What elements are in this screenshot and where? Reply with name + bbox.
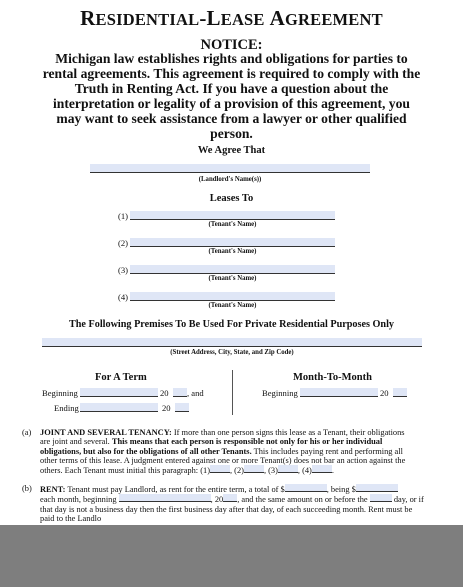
address-field[interactable] bbox=[42, 338, 422, 346]
term-divider bbox=[232, 370, 233, 415]
term-ending-year-line bbox=[175, 411, 189, 412]
month-beginning-year-field[interactable] bbox=[393, 388, 407, 396]
month-to-month-heading: Month-To-Month bbox=[293, 372, 372, 383]
initial-field-3[interactable] bbox=[278, 465, 298, 473]
term-ending-year-prefix: 20 bbox=[162, 403, 171, 413]
term-beginning-line bbox=[80, 396, 158, 397]
term-beginning-year-field[interactable] bbox=[173, 388, 187, 396]
landlord-name-line bbox=[90, 172, 370, 173]
rent-monthly-field[interactable] bbox=[356, 484, 398, 492]
month-beginning-date-field[interactable] bbox=[300, 388, 378, 396]
term-ending-label: Ending bbox=[54, 403, 79, 413]
notice-heading: NOTICE: bbox=[200, 37, 263, 53]
landlord-caption: (Landlord's Name(s)) bbox=[198, 176, 262, 183]
initial-field-4[interactable] bbox=[312, 465, 332, 473]
term-ending-date-field[interactable] bbox=[80, 403, 158, 411]
rent-total-field[interactable] bbox=[285, 484, 327, 492]
notice-line: person. bbox=[210, 126, 253, 141]
tenant-name-field-2[interactable] bbox=[130, 238, 335, 246]
tenant-name-line bbox=[130, 300, 335, 301]
tenant-number: (2) bbox=[118, 238, 129, 248]
term-and-label: , and bbox=[187, 388, 204, 398]
tenant-name-field-4[interactable] bbox=[130, 292, 335, 300]
para-b-heading: RENT: bbox=[40, 485, 66, 494]
rent-begin-year-field[interactable] bbox=[223, 494, 237, 502]
rent-begin-date-field[interactable] bbox=[119, 494, 211, 502]
term-beginning-year-prefix: 20 bbox=[160, 388, 169, 398]
notice-line: interpretation or legality of a provision of this agreement, you bbox=[53, 96, 410, 111]
tenant-name-field-1[interactable] bbox=[130, 211, 335, 219]
we-agree-heading: We Agree That bbox=[197, 145, 266, 156]
tenant-name-field-3[interactable] bbox=[130, 265, 335, 273]
tenant-name-line bbox=[130, 273, 335, 274]
tenant-caption: (Tenant's Name) bbox=[208, 275, 257, 282]
tenant-name-line bbox=[130, 219, 335, 220]
tenant-number: (1) bbox=[118, 211, 129, 221]
rent-due-day-field[interactable] bbox=[370, 494, 392, 502]
notice-line: Truth in Renting Act. If you have a question about the bbox=[74, 81, 389, 96]
tenant-caption: (Tenant's Name) bbox=[208, 248, 257, 255]
notice-line: Michigan law establishes rights and obligations for parties to bbox=[55, 51, 408, 66]
notice-line: rental agreements. This agreement is required to comply with the bbox=[42, 66, 421, 81]
term-ending-year-field[interactable] bbox=[175, 403, 189, 411]
leases-to-heading: Leases To bbox=[209, 193, 254, 204]
term-beginning-label: Beginning bbox=[42, 388, 78, 398]
address-caption: (Street Address, City, State, and Zip Code) bbox=[170, 349, 294, 356]
para-a-label: (a) bbox=[22, 428, 32, 437]
para-b-label: (b) bbox=[22, 484, 32, 493]
landlord-name-field[interactable] bbox=[90, 164, 370, 172]
initial-field-2[interactable] bbox=[244, 465, 264, 473]
tenant-caption: (Tenant's Name) bbox=[208, 302, 257, 309]
term-heading: For A Term bbox=[95, 372, 147, 383]
term-beginning-year-line bbox=[173, 396, 187, 397]
document-title: RESIDENTIAL-LEASE AGREEMENT bbox=[80, 6, 383, 30]
para-a-heading: JOINT AND SEVERAL TENANCY: bbox=[40, 428, 172, 437]
tenant-caption: (Tenant's Name) bbox=[208, 221, 257, 228]
notice-text bbox=[20, 51, 443, 141]
tenant-number: (3) bbox=[118, 265, 129, 275]
premises-heading: The Following Premises To Be Used For Private Residential Purposes Only bbox=[68, 319, 395, 330]
month-beginning-year-prefix: 20 bbox=[380, 388, 389, 398]
tenant-name-line bbox=[130, 246, 335, 247]
term-beginning-date-field[interactable] bbox=[80, 388, 158, 396]
tenant-number: (4) bbox=[118, 292, 129, 302]
notice-line: may want to seek assistance from a lawyer or other qualified bbox=[56, 111, 407, 126]
month-beginning-line bbox=[300, 396, 378, 397]
para-a-text: JOINT AND SEVERAL TENANCY: If more than one person signs this lease as a Tenant, their obligations are joint and several. This means that each person is responsible not only for his or her individual obligations, but also for the obligations of all other Tenants. This includes paying rent and performing all other terms of this lease. A judgment entered against one or more Tenant(s) does not bar an action against the others. Each Tenant must initial this paragraph: (1) , (2) , (3) , (4) . bbox=[40, 428, 406, 476]
month-beginning-label: Beginning bbox=[262, 388, 298, 398]
address-line bbox=[42, 346, 422, 347]
page-fade-overlay bbox=[0, 525, 463, 587]
month-beginning-year-line bbox=[393, 396, 407, 397]
initial-field-1[interactable] bbox=[210, 465, 230, 473]
para-b-text: RENT: Tenant must pay Landlord, as rent for the entire term, a total of $ , being $ each month, beginning , 20 , and the same amount on or before the day, or if that day is not a business day then the first business day after that day, of each succeeding month. Rent must be paid to the Landlo bbox=[40, 485, 424, 523]
term-ending-line bbox=[80, 411, 158, 412]
